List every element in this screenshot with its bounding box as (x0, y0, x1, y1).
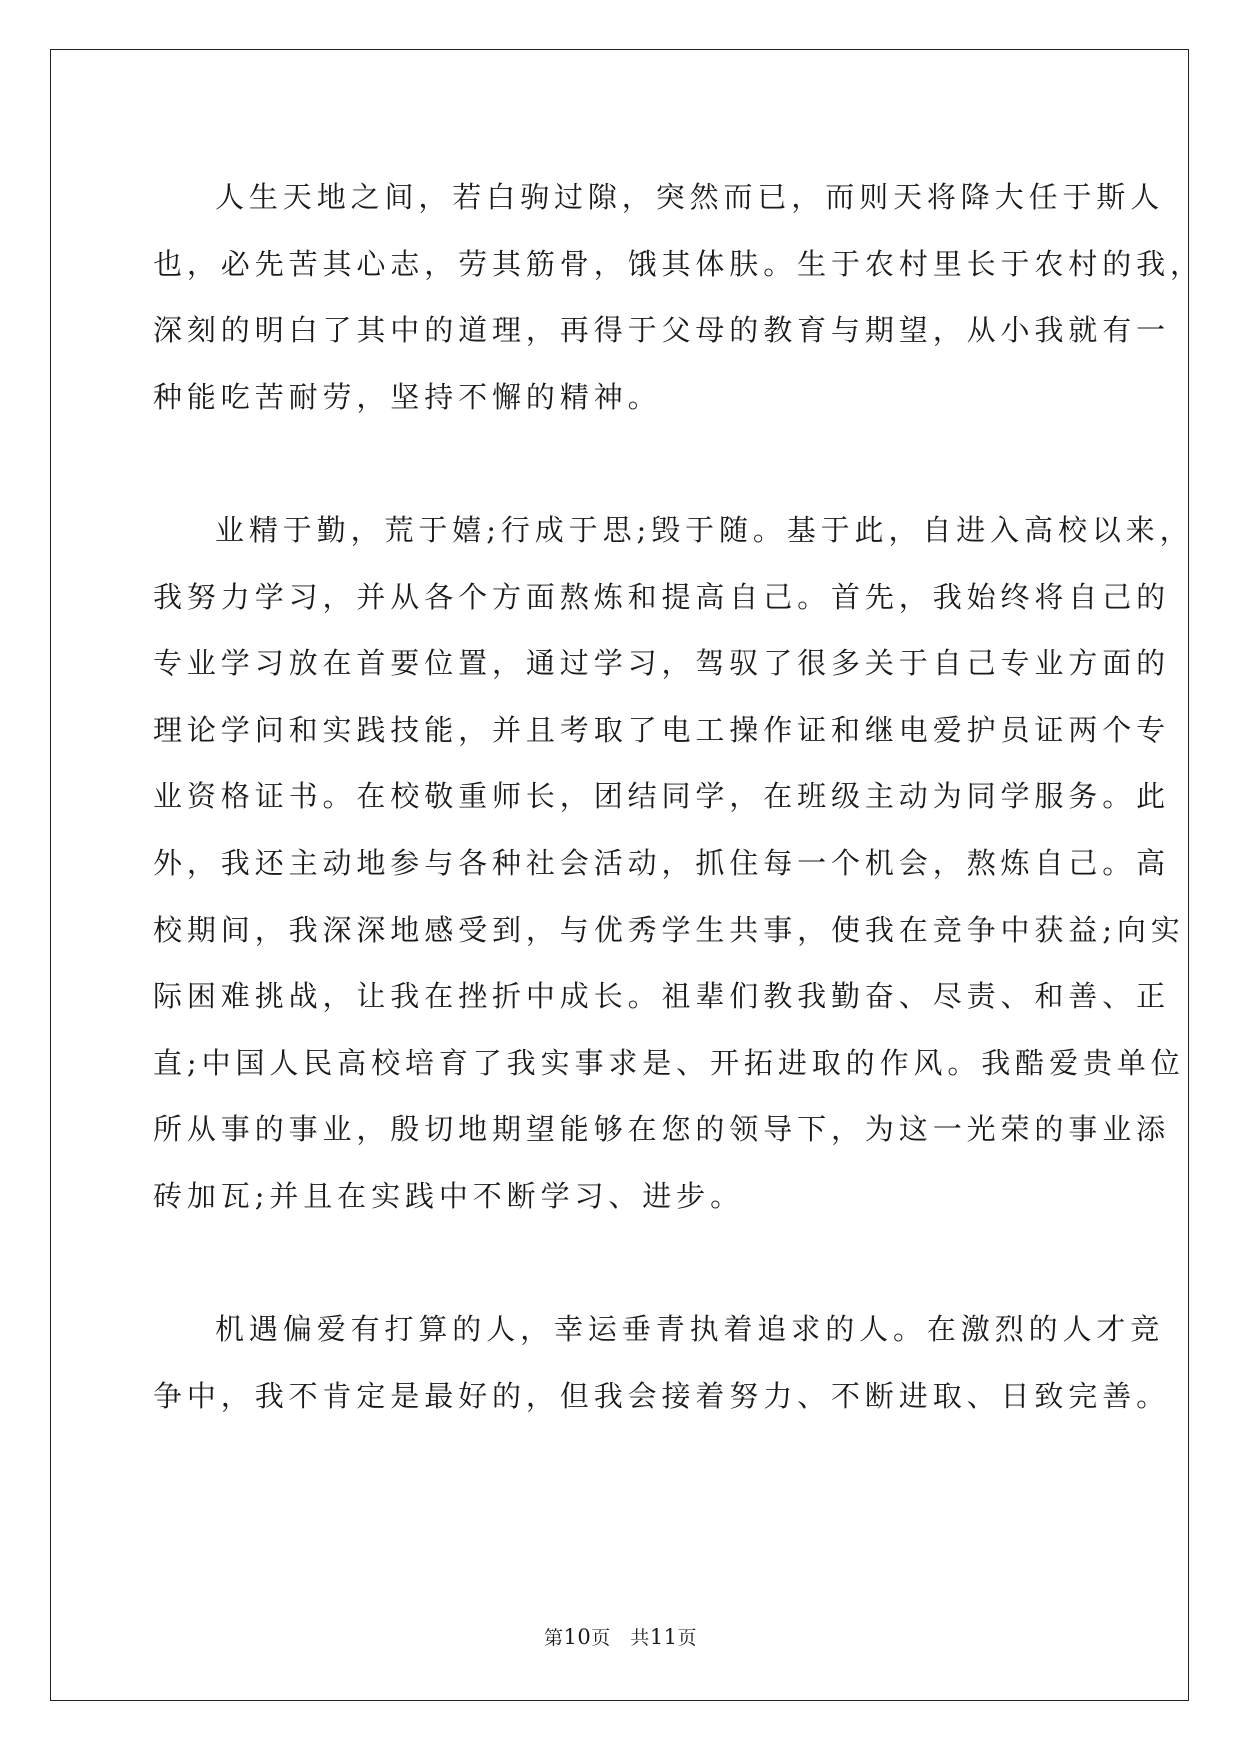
footer-middle: 页 共 (591, 1627, 650, 1649)
text-line: 争中，我不肯定是最好的，但我会接着努力、不断进取、日致完善。 (153, 1378, 1171, 1413)
text-line: 直;中国人民高校培育了我实事求是、开拓进取的作风。我酷爱贵单位 (153, 1045, 1185, 1080)
paragraph-spacer (153, 1230, 1093, 1297)
text-line: 种能吃苦耐劳，坚持不懈的精神。 (153, 379, 662, 414)
footer-suffix: 页 (677, 1627, 698, 1649)
current-page-number: 10 (563, 1625, 592, 1649)
paragraph-3 (153, 1296, 1171, 1429)
page-footer (0, 1623, 1241, 1650)
text-line: 校期间，我深深地感受到，与优秀学生共事，使我在竞争中获益;向实 (153, 912, 1185, 947)
paragraph-spacer (153, 430, 1093, 497)
text-line: 我努力学习，并从各个方面熬炼和提高自己。首先，我始终将自己的 (153, 579, 1171, 614)
footer-prefix: 第 (543, 1627, 564, 1649)
text-line: 机遇偏爱有打算的人，幸运垂青执着追求的人。在激烈的人才竞 (215, 1312, 1165, 1347)
text-line: 专业学习放在首要位置，通过学习，驾驭了很多关于自己专业方面的 (153, 646, 1171, 681)
document-body (153, 164, 1204, 1429)
text-line: 也，必先苦其心志，劳其筋骨，饿其体肤。生于农村里长于农村的我， (153, 246, 1204, 281)
text-line: 际困难挑战，让我在挫折中成长。祖辈们教我勤奋、尽责、和善、正 (153, 979, 1171, 1014)
total-page-number: 11 (649, 1625, 678, 1649)
text-line: 人生天地之间，若白驹过隙，突然而已，而则天将降大任于斯人 (215, 180, 1165, 214)
text-line: 外，我还主动地参与各种社会活动，抓住每一个机会，熬炼自己。高 (153, 845, 1171, 880)
text-line: 理论学问和实践技能，并且考取了电工操作证和继电爱护员证两个专 (153, 712, 1171, 747)
text-line: 业资格证书。在校敬重师长，团结同学，在班级主动为同学服务。此 (153, 779, 1171, 814)
text-line: 砖加瓦;并且在实践中不断学习、进步。 (153, 1178, 744, 1213)
text-line: 深刻的明白了其中的道理，再得于父母的教育与期望，从小我就有一 (153, 313, 1171, 348)
paragraph-1 (153, 164, 1204, 430)
text-line: 所从事的事业，殷切地期望能够在您的领导下，为这一光荣的事业添 (153, 1112, 1171, 1147)
text-line: 业精于勤，荒于嬉;行成于思;毁于随。基于此，自进入高校以来， (215, 512, 1194, 547)
paragraph-2 (153, 497, 1194, 1230)
